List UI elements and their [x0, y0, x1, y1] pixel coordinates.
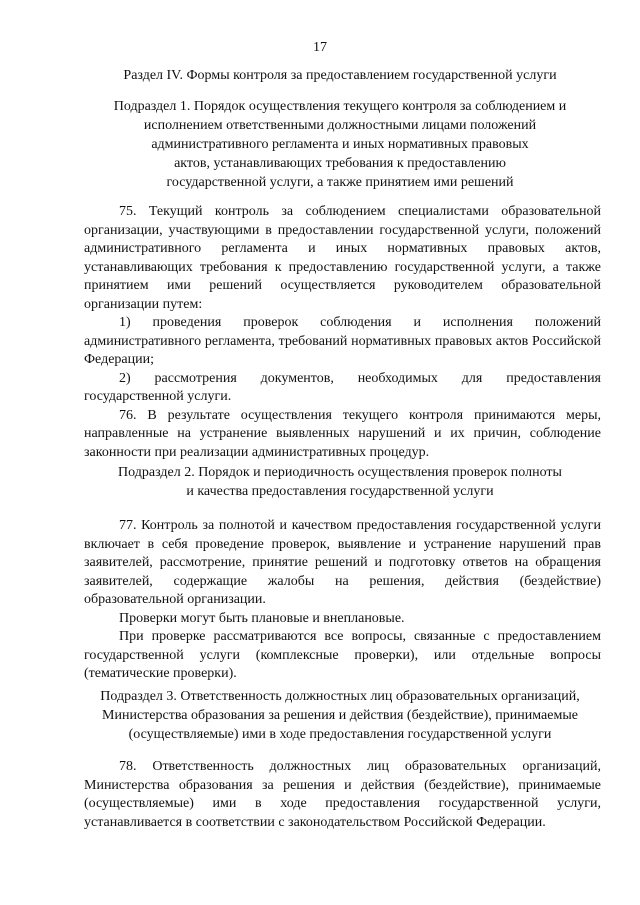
heading-line: Подраздел 2. Порядок и периодичность осуществления проверок полноты	[118, 465, 562, 480]
subsection-3-body	[84, 758, 601, 832]
subsection-3-heading	[60, 687, 620, 744]
list-item-1: 1) проведения проверок соблюдения и исполнения положений административного регламента, требований нормативных правовых актов Российской Федерации;	[84, 315, 601, 367]
subsection-1-body	[84, 203, 601, 462]
paragraph-77: 77. Контроль за полнотой и качеством предоставления государственной услуги включает в себя проведение проверок, выявление и устранение нарушений прав заявителей, рассмотрение, принятие решений и подготовку ответов на обращения заявителей, содержащие жалобы на решения, действия (бездействие) образовательной организации.	[84, 518, 601, 607]
heading-line: государственной услуги, а также принятием ими решений	[166, 175, 514, 190]
subsection-2-heading	[60, 463, 620, 501]
section-title	[60, 66, 620, 85]
heading-line: актов, устанавливающих требования к предоставлению	[174, 156, 506, 171]
subsection-2-body	[84, 517, 601, 684]
page-number: 17	[313, 40, 327, 55]
paragraph-75: 75. Текущий контроль за соблюдением специалистами образовательной организации, участвующими в предоставлении государственной услуги, положений административного регламента и иных нормативных правовых актов, устанавливающих требования к предоставлению государственной услуги, а также принятием ими решений осуществляется руководителем образовательной организации путем:	[84, 204, 601, 312]
list-item-2: 2) рассмотрения документов, необходимых для предоставления государственной услуги.	[84, 370, 601, 404]
section-title-text: Раздел IV. Формы контроля за предоставлением государственной услуги	[123, 68, 557, 83]
paragraph-77-checks-types: Проверки могут быть плановые и внеплановые.	[119, 610, 405, 626]
paragraph-78: 78. Ответственность должностных лиц образовательных организаций, Министерства образования за решения и действия (бездействие), принимаемые (осуществляемые) ими в ходе предоставления государственной услуги, устанавливается в соответствии с законодательством Российской Федерации.	[84, 759, 601, 830]
paragraph-76: 76. В результате осуществления текущего контроля принимаются меры, направленные на устранение выявленных нарушений и их причин, соблюдение законности при реализации административных процедур.	[84, 407, 601, 460]
heading-line: административного регламента и иных нормативных правовых	[151, 137, 529, 152]
subsection-1-heading	[60, 97, 620, 192]
heading-line: Министерства образования за решения и действия (бездействие), принимаемые	[102, 708, 578, 723]
heading-line: Подраздел 3. Ответственность должностных лиц образовательных организаций,	[100, 689, 580, 704]
heading-line: исполнением ответственными должностными лицами положений	[143, 118, 537, 133]
heading-line: Подраздел 1. Порядок осуществления текущего контроля за соблюдением и	[113, 99, 567, 114]
paragraph-77-checks-scope: При проверке рассматриваются все вопросы, связанные с предоставлением государственной услуги (комплексные проверки), или отдельные вопросы (тематические проверки).	[84, 629, 601, 681]
heading-line: (осуществляемые) ими в ходе предоставления государственной услуги	[128, 727, 552, 742]
heading-line: и качества предоставления государственной услуги	[186, 484, 494, 499]
